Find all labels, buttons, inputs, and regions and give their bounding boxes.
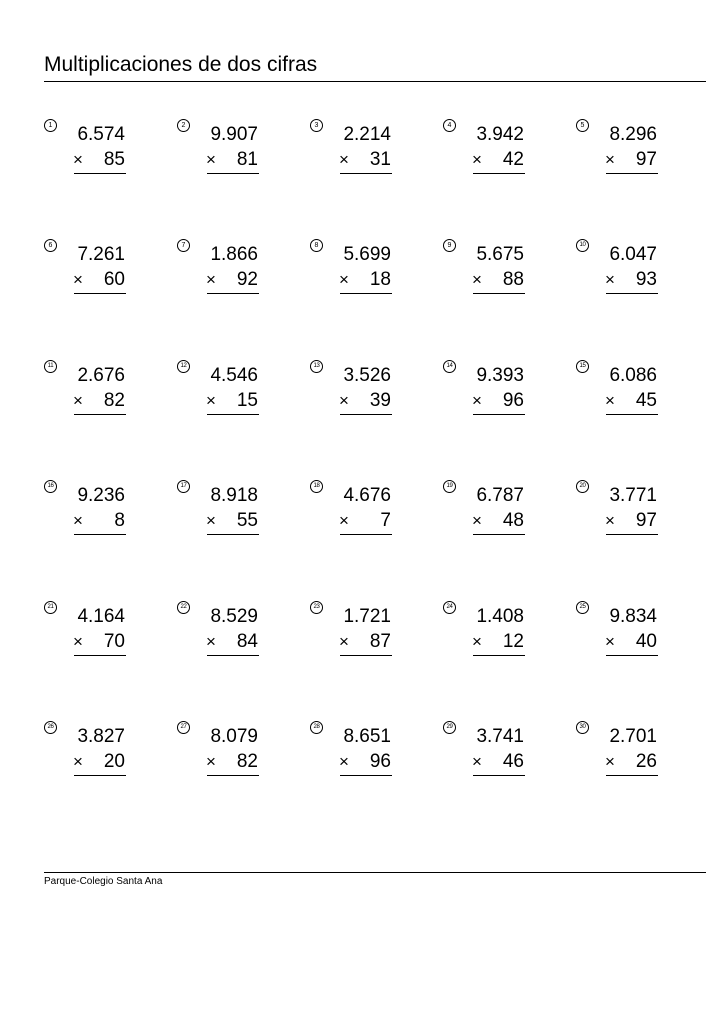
- times-sign: ×: [73, 752, 83, 771]
- answer-line: [340, 655, 392, 656]
- problem-number-badge: 6: [44, 239, 57, 252]
- multiplicand: 3.526: [343, 365, 391, 386]
- multiplicand: 9.236: [77, 485, 125, 506]
- problem-number-badge: 21: [44, 601, 57, 614]
- multiplier: 88: [502, 269, 524, 290]
- times-sign: ×: [206, 391, 216, 410]
- answer-line: [473, 173, 525, 174]
- answer-line: [207, 173, 259, 174]
- times-sign: ×: [73, 511, 83, 530]
- problem-10: [576, 239, 696, 299]
- multiplier: 48: [502, 510, 524, 531]
- multiplier: 84: [236, 631, 258, 652]
- answer-line: [74, 293, 126, 294]
- multiplicand: 6.086: [609, 365, 657, 386]
- problem-12: [177, 360, 297, 420]
- answer-line: [606, 655, 658, 656]
- answer-line: [340, 775, 392, 776]
- problem-number-badge: 7: [177, 239, 190, 252]
- problem-number-badge: 26: [44, 721, 57, 734]
- problem-25: [576, 601, 696, 661]
- problem-number-badge: 14: [443, 360, 456, 373]
- answer-line: [606, 293, 658, 294]
- problem-2: [177, 119, 297, 179]
- multiplicand: 8.651: [343, 726, 391, 747]
- times-sign: ×: [73, 391, 83, 410]
- multiplicand: 8.529: [210, 606, 258, 627]
- times-sign: ×: [472, 752, 482, 771]
- answer-line: [207, 775, 259, 776]
- multiplier: 97: [635, 510, 657, 531]
- problem-9: [443, 239, 563, 299]
- multiplier: 60: [103, 269, 125, 290]
- multiplicand: 6.787: [476, 485, 524, 506]
- problem-15: [576, 360, 696, 420]
- problem-number-badge: 19: [443, 480, 456, 493]
- problem-19: [443, 480, 563, 540]
- problem-7: [177, 239, 297, 299]
- multiplier: 82: [103, 390, 125, 411]
- answer-line: [74, 414, 126, 415]
- multiplicand: 9.907: [210, 124, 258, 145]
- problem-20: [576, 480, 696, 540]
- problem-number-badge: 29: [443, 721, 456, 734]
- times-sign: ×: [472, 511, 482, 530]
- multiplier: 97: [635, 149, 657, 170]
- multiplicand: 4.546: [210, 365, 258, 386]
- multiplicand: 4.164: [77, 606, 125, 627]
- multiplicand: 3.942: [476, 124, 524, 145]
- answer-line: [74, 775, 126, 776]
- problem-number-badge: 24: [443, 601, 456, 614]
- multiplier: 82: [236, 751, 258, 772]
- times-sign: ×: [206, 270, 216, 289]
- multiplicand: 1.721: [343, 606, 391, 627]
- problem-30: [576, 721, 696, 781]
- multiplicand: 4.676: [343, 485, 391, 506]
- multiplier: 92: [236, 269, 258, 290]
- multiplicand: 1.408: [476, 606, 524, 627]
- multiplicand: 2.701: [609, 726, 657, 747]
- problem-number-badge: 28: [310, 721, 323, 734]
- problem-number-badge: 9: [443, 239, 456, 252]
- answer-line: [74, 655, 126, 656]
- problem-number-badge: 10: [576, 239, 589, 252]
- problem-1: [44, 119, 164, 179]
- problem-22: [177, 601, 297, 661]
- multiplicand: 2.676: [77, 365, 125, 386]
- answer-line: [473, 534, 525, 535]
- multiplicand: 6.047: [609, 244, 657, 265]
- multiplicand: 5.699: [343, 244, 391, 265]
- answer-line: [340, 293, 392, 294]
- problem-24: [443, 601, 563, 661]
- times-sign: ×: [206, 752, 216, 771]
- problem-23: [310, 601, 430, 661]
- multiplicand: 8.296: [609, 124, 657, 145]
- multiplier: 8: [114, 510, 125, 531]
- problem-number-badge: 5: [576, 119, 589, 132]
- problem-17: [177, 480, 297, 540]
- multiplier: 46: [502, 751, 524, 772]
- problem-3: [310, 119, 430, 179]
- answer-line: [74, 173, 126, 174]
- multiplier: 45: [635, 390, 657, 411]
- times-sign: ×: [605, 511, 615, 530]
- times-sign: ×: [206, 632, 216, 651]
- multiplicand: 6.574: [77, 124, 125, 145]
- multiplicand: 8.918: [210, 485, 258, 506]
- problem-4: [443, 119, 563, 179]
- problem-number-badge: 23: [310, 601, 323, 614]
- times-sign: ×: [605, 150, 615, 169]
- problem-18: [310, 480, 430, 540]
- multiplicand: 2.214: [343, 124, 391, 145]
- multiplicand: 5.675: [476, 244, 524, 265]
- problem-number-badge: 22: [177, 601, 190, 614]
- answer-line: [473, 655, 525, 656]
- answer-line: [340, 414, 392, 415]
- times-sign: ×: [339, 270, 349, 289]
- problem-number-badge: 3: [310, 119, 323, 132]
- problem-number-badge: 2: [177, 119, 190, 132]
- answer-line: [74, 534, 126, 535]
- problem-number-badge: 17: [177, 480, 190, 493]
- times-sign: ×: [605, 632, 615, 651]
- problem-number-badge: 4: [443, 119, 456, 132]
- times-sign: ×: [472, 150, 482, 169]
- answer-line: [207, 293, 259, 294]
- times-sign: ×: [73, 150, 83, 169]
- answer-line: [606, 534, 658, 535]
- multiplicand: 9.393: [476, 365, 524, 386]
- multiplicand: 3.827: [77, 726, 125, 747]
- problem-number-badge: 20: [576, 480, 589, 493]
- answer-line: [207, 534, 259, 535]
- times-sign: ×: [206, 150, 216, 169]
- multiplicand: 3.771: [609, 485, 657, 506]
- problem-5: [576, 119, 696, 179]
- answer-line: [606, 775, 658, 776]
- times-sign: ×: [339, 150, 349, 169]
- problem-number-badge: 27: [177, 721, 190, 734]
- multiplier: 93: [635, 269, 657, 290]
- answer-line: [340, 173, 392, 174]
- multiplier: 31: [369, 149, 391, 170]
- times-sign: ×: [605, 752, 615, 771]
- times-sign: ×: [472, 391, 482, 410]
- multiplier: 55: [236, 510, 258, 531]
- multiplicand: 7.261: [77, 244, 125, 265]
- problem-number-badge: 16: [44, 480, 57, 493]
- problem-16: [44, 480, 164, 540]
- answer-line: [473, 775, 525, 776]
- times-sign: ×: [339, 511, 349, 530]
- problem-29: [443, 721, 563, 781]
- times-sign: ×: [339, 632, 349, 651]
- multiplier: 87: [369, 631, 391, 652]
- problem-number-badge: 13: [310, 360, 323, 373]
- problem-number-badge: 1: [44, 119, 57, 132]
- multiplier: 18: [369, 269, 391, 290]
- problem-27: [177, 721, 297, 781]
- multiplier: 96: [369, 751, 391, 772]
- problem-26: [44, 721, 164, 781]
- problem-number-badge: 25: [576, 601, 589, 614]
- footer-text: Parque-Colegio Santa Ana: [44, 876, 163, 887]
- multiplier: 7: [380, 510, 391, 531]
- times-sign: ×: [73, 632, 83, 651]
- footer-divider: [44, 872, 706, 873]
- problem-8: [310, 239, 430, 299]
- multiplier: 42: [502, 149, 524, 170]
- multiplier: 12: [502, 631, 524, 652]
- multiplier: 26: [635, 751, 657, 772]
- problem-6: [44, 239, 164, 299]
- times-sign: ×: [472, 632, 482, 651]
- multiplicand: 3.741: [476, 726, 524, 747]
- multiplier: 15: [236, 390, 258, 411]
- page-title: Multiplicaciones de dos cifras: [44, 53, 318, 76]
- times-sign: ×: [339, 391, 349, 410]
- multiplicand: 9.834: [609, 606, 657, 627]
- problem-number-badge: 18: [310, 480, 323, 493]
- title-divider: [44, 81, 706, 82]
- answer-line: [473, 414, 525, 415]
- multiplier: 85: [103, 149, 125, 170]
- problem-13: [310, 360, 430, 420]
- times-sign: ×: [206, 511, 216, 530]
- problem-number-badge: 11: [44, 360, 57, 373]
- times-sign: ×: [339, 752, 349, 771]
- times-sign: ×: [472, 270, 482, 289]
- multiplier: 40: [635, 631, 657, 652]
- times-sign: ×: [605, 270, 615, 289]
- problem-21: [44, 601, 164, 661]
- multiplier: 20: [103, 751, 125, 772]
- times-sign: ×: [605, 391, 615, 410]
- multiplier: 39: [369, 390, 391, 411]
- multiplicand: 1.866: [210, 244, 258, 265]
- answer-line: [606, 173, 658, 174]
- multiplier: 70: [103, 631, 125, 652]
- answer-line: [207, 414, 259, 415]
- problem-14: [443, 360, 563, 420]
- answer-line: [473, 293, 525, 294]
- answer-line: [207, 655, 259, 656]
- answer-line: [340, 534, 392, 535]
- multiplier: 96: [502, 390, 524, 411]
- problem-28: [310, 721, 430, 781]
- problem-11: [44, 360, 164, 420]
- multiplicand: 8.079: [210, 726, 258, 747]
- problem-number-badge: 8: [310, 239, 323, 252]
- problem-number-badge: 30: [576, 721, 589, 734]
- problem-number-badge: 15: [576, 360, 589, 373]
- problem-number-badge: 12: [177, 360, 190, 373]
- times-sign: ×: [73, 270, 83, 289]
- multiplier: 81: [236, 149, 258, 170]
- answer-line: [606, 414, 658, 415]
